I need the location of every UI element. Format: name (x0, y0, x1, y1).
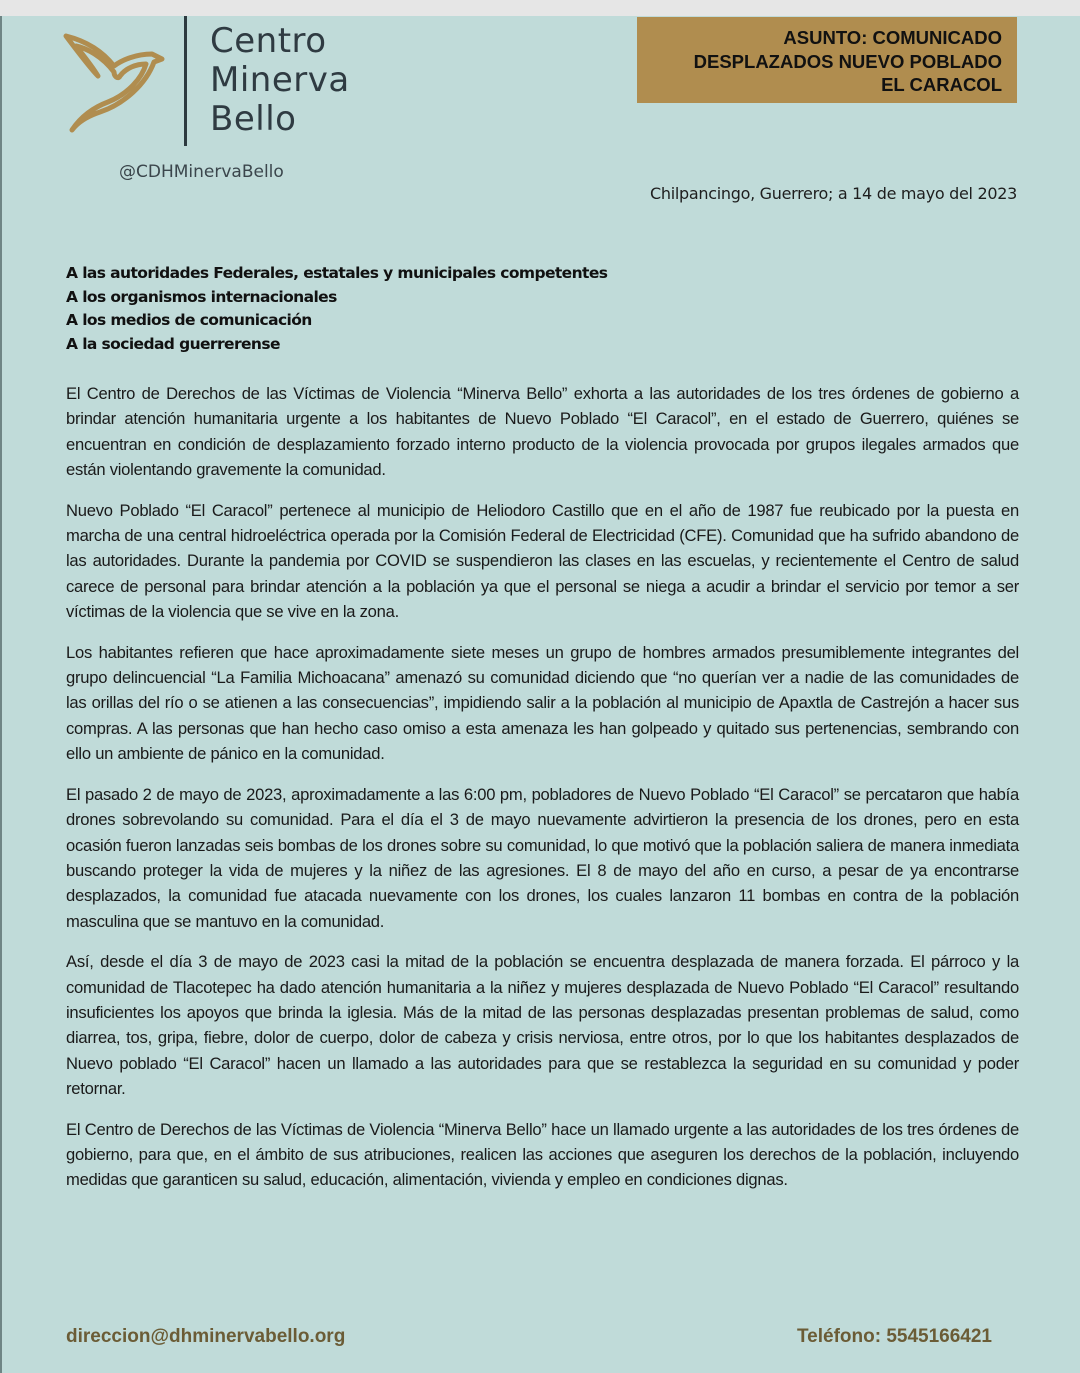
addressee: A los medios de comunicación (66, 311, 312, 329)
dove-icon (62, 26, 172, 136)
paragraph: Los habitantes refieren que hace aproximadamente siete meses un grupo de hombres armados presumiblemente integrantes del grupo delincuencial “La Familia Michoacana” amenazó su comunidad diciendo que “no querían ver a nadie de las comunidades de las orillas del río o se atienen a las consecuencias”, impidiendo salir a la población al municipio de Apaxtla de Castrejón a hacer sus compras. A las personas que han hecho caso omiso a esta amenaza les han golpeado y quitado sus pertenencias, sembrando con ello un ambiente de pánico en la comunidad. (66, 642, 1019, 764)
subject-line: DESPLAZADOS NUEVO POBLADO (693, 50, 1002, 72)
paragraph: El Centro de Derechos de las Víctimas de Violencia “Minerva Bello” hace un llamado urgente a las autoridades de los tres órdenes de gobierno, para que, en el ámbito de sus atribuciones, realicen las acciones que aseguren los derechos de la población, incluyendo medidas que garanticen su salud, educación, alimentación, vivienda y empleo en condiciones dignas. (66, 1119, 1019, 1190)
brand-name-line: Centro (210, 21, 327, 61)
brand-name-line: Minerva (210, 60, 350, 100)
social-handle: @CDHMinervaBello (119, 162, 284, 182)
addressee: A los organismos internacionales (66, 287, 337, 306)
paragraph: Así, desde el día 3 de mayo de 2023 casi la mitad de la población se encuentra desplazada de manera forzada. El párroco y la comunidad de Tlacotepec ha dado atención humanitaria a la niñez y mujeres desplazada de Nuevo Poblado “El Caracol” resultando insuficientes los apoyos que brinda la iglesia. Más de la mitad de las personas desplazadas presentan problemas de salud, como diarrea, tos, gripa, fiebre, dolor de cuerpo, dolor de cabeza y crisis nerviosa, entre otros, por lo que los habitantes desplazados de Nuevo poblado “El Caracol” hacen un llamado a las autoridades para que se restablezca la seguridad en su comunidad y poder retornar. (66, 952, 1019, 1099)
footer-email-link[interactable]: direccion@dhminervabello.org (66, 1326, 346, 1347)
addressee: A las autoridades Federales, estatales y municipales competentes (66, 264, 608, 282)
addressee-list (66, 262, 607, 356)
brand-name-line: Bello (210, 99, 297, 139)
subject-box (637, 17, 1017, 103)
footer-phone: Teléfono: 5545166421 (796, 1326, 992, 1347)
subject-line: ASUNTO: COMUNICADO (783, 27, 1002, 48)
dateline: Chilpancingo, Guerrero; a 14 de mayo del 2023 (650, 184, 1017, 203)
paragraph: El Centro de Derechos de las Víctimas de Violencia “Minerva Bello” exhorta a las autoridades de los tres órdenes de gobierno a brindar atención humanitaria urgente a los habitantes de Nuevo Poblado “El Caracol”, en el estado de Guerrero, quiénes se encuentran en condición de desplazamiento forzado interno producto de la violencia provocada por grupos ilegales armados que están violentando gravemente la comunidad. (66, 384, 1019, 480)
paragraph: El pasado 2 de mayo de 2023, aproximadamente a las 6:00 pm, pobladores de Nuevo Poblado “El Caracol” se percataron que había drones sobrevolando su comunidad. Para el día el 3 de mayo nuevamente advirtieron la presencia de los drones, pero en esta ocasión fueron lanzadas seis bombas de los drones sobre su comunidad, lo que motivó que la población saliera de manera inmediata buscando proteger la vida de mujeres y la niñez de las agresiones. El 8 de mayo del año en curso, a pesar de ya encontrarse desplazados, la comunidad fue atacada nuevamente con los drones, los cuales lanzaron 11 bombas en contra de la población masculina que se mantuvo en la comunidad. (66, 784, 1019, 931)
letter-body (66, 381, 1019, 1208)
subject-line: EL CARACOL (881, 74, 1002, 95)
addressee: A la sociedad guerrerense (66, 334, 280, 353)
logo-divider (184, 16, 187, 146)
paragraph: Nuevo Poblado “El Caracol” pertenece al municipio de Heliodoro Castillo que en el año de 1987 fue reubicado por la puesta en marcha de una central hidroeléctrica operada por la Comisión Federal de Electricidad (CFE). Comunidad que ha sufrido abandono de las autoridades. Durante la pandemia por COVID se suspendieron las clases en las escuelas, y recientemente el Centro de salud carece de personal para brindar atención a la población ya que el personal se niega a acudir a brindar el servicio por temor a ser víctimas de la violencia que se vive en la zona. (66, 500, 1019, 622)
brand-name (210, 22, 350, 139)
document-page (0, 16, 1080, 1373)
